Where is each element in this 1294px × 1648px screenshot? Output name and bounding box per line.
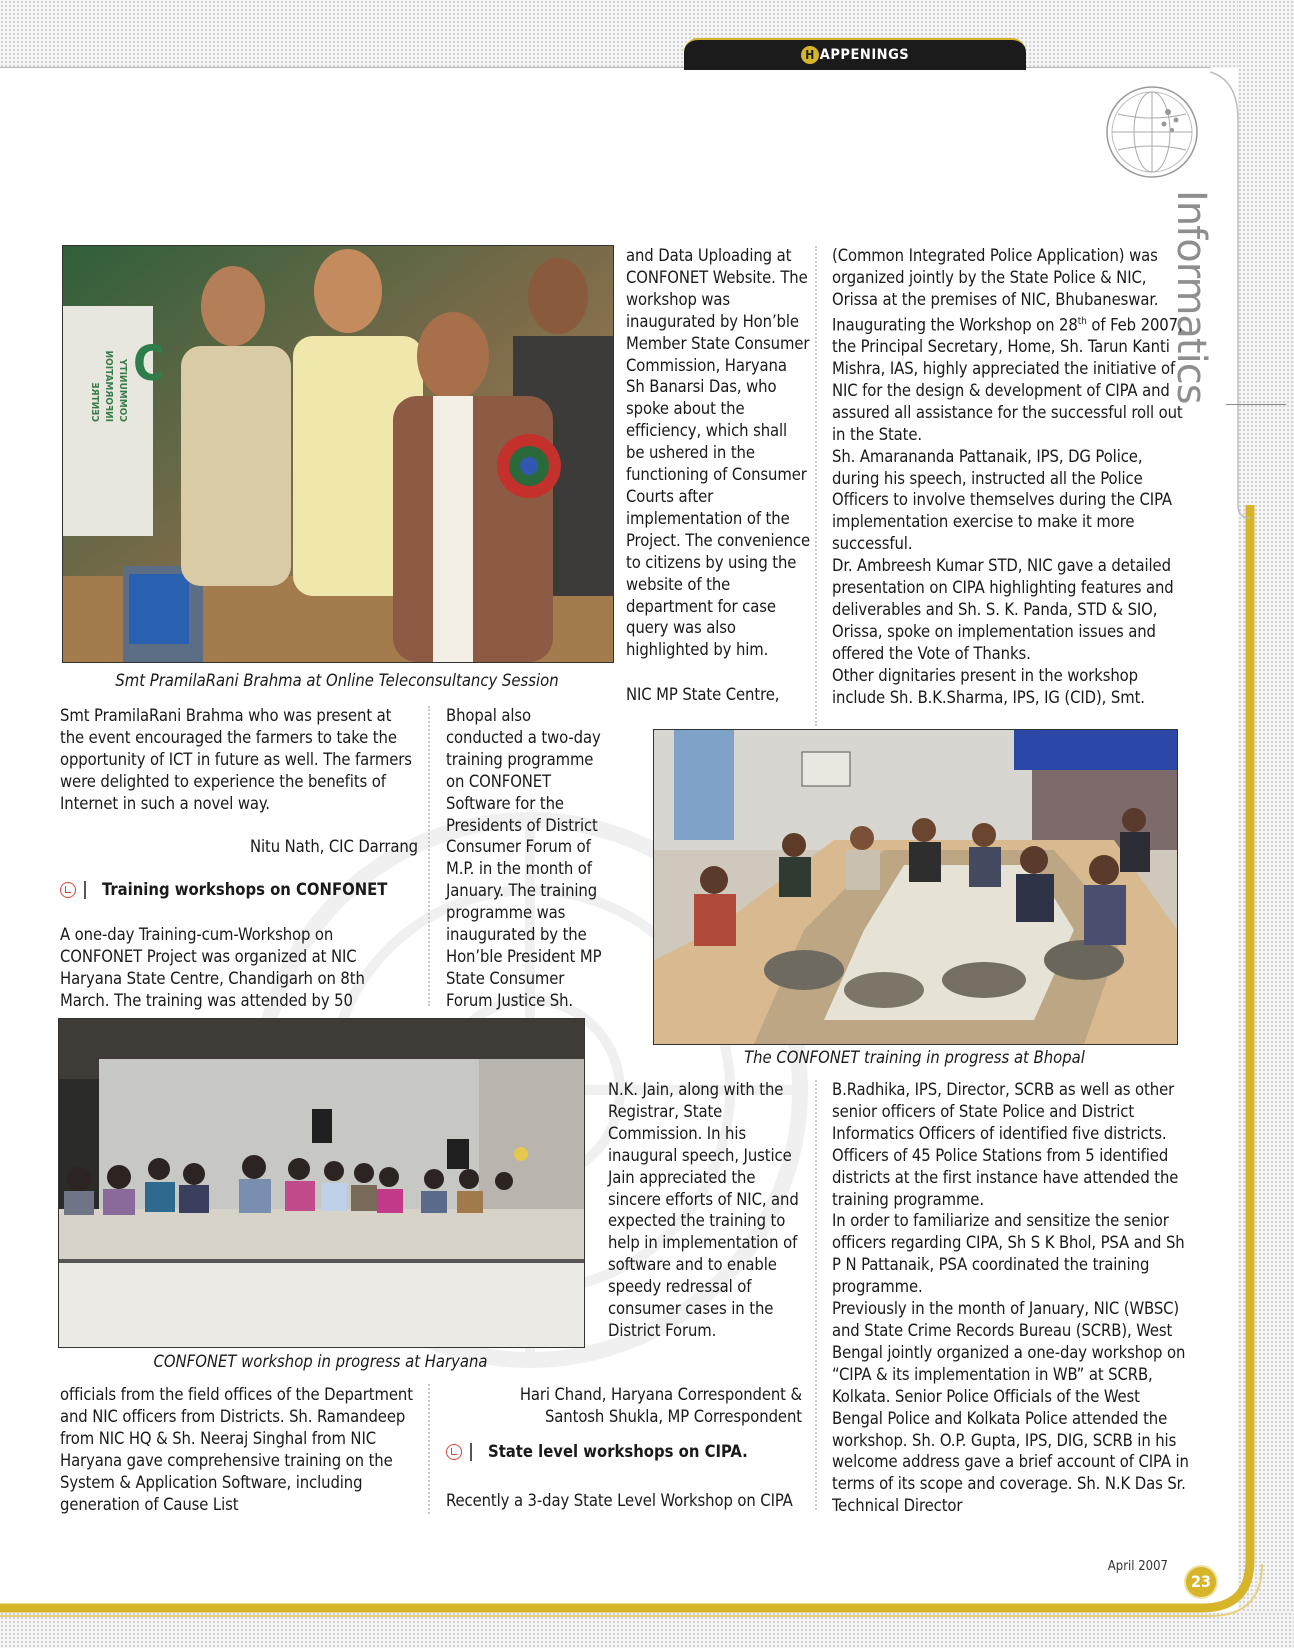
col2-para2: Recently a 3-day State Level Workshop on CIPA — [446, 1491, 793, 1510]
col2-heading — [446, 1442, 806, 1461]
globe-logo-icon — [1094, 82, 1210, 182]
footer-date: April 2007 — [1107, 1559, 1168, 1574]
col1-para1: Smt PramilaRani Brahma who was present at the event encouraged the farmers to take the opportunity of ICT in future as well. The farmers were delighted to experience the benefits of Internet in such a novel way. — [60, 706, 412, 813]
page-number: 23 — [1184, 1565, 1218, 1599]
tab-label: APPENINGS — [819, 47, 910, 63]
photo-haryana-workshop — [58, 1018, 585, 1348]
col1-heading — [60, 880, 420, 899]
section-tab — [684, 38, 1026, 70]
col4-p5: Other dignitaries present in the workshop include Sh. B.K.Sharma, IPS, IG (CID), Smt. — [832, 665, 1145, 707]
heading-pipe-2 — [470, 1443, 472, 1461]
col4-p3: Sh. Amarananda Pattanaik, IPS, DG Police, during his speech, instructed all the Police Officers to involve themselves during the CIPA implementation exercise to make it more successful. — [832, 446, 1172, 554]
banner-text-1: COMMUNITY — [117, 359, 128, 422]
caption-haryana: CONFONET workshop in progress at Haryana — [153, 1352, 488, 1371]
col4-p7: In order to familiarize and sensitize the senior officers regarding CIPA, Sh S K Bhol, PSA and Sh P N Pattanaik, PSA coordinated the training programme. — [832, 1211, 1185, 1297]
sidebar-label: Informatics — [1168, 190, 1214, 404]
divider-col2-lower — [428, 1384, 430, 1514]
banner-text-4: C — [133, 336, 165, 392]
col3-para3: N.K. Jain, along with the Registrar, State Commission. In his inaugural speech, Justice Jain appreciated the sincere efforts of NIC, and expected the training to help in implementation of software and to enable speedy redressal of consumer cases in the District Forum. — [608, 1080, 799, 1340]
heading-bullet-icon-2 — [446, 1444, 462, 1460]
tab-initial: H — [801, 46, 819, 64]
col2-heading-text: State level workshops on CIPA. — [488, 1442, 748, 1461]
divider-col2-upper — [428, 706, 430, 1006]
col4-p1: (Common Integrated Police Application) was organized jointly by the State Police & NIC, Orissa at the premises of NIC, Bhubaneswar. — [832, 246, 1159, 309]
col1-para3: officials from the field offices of the Department and NIC officers from Districts. Sh. Ramandeep from NIC HQ & Sh. Neeraj Singhal from NIC Haryana gave comprehensive training on the System & Application Software, including generation of Cause List — [60, 1385, 413, 1514]
photo-bhopal-training — [653, 729, 1178, 1045]
banner-text-3: CENTRE — [89, 382, 100, 422]
banner-text-2: INFORMATION — [103, 350, 114, 422]
caption-teleconsultancy: Smt PramilaRani Brahma at Online Teleconsultancy Session — [115, 671, 559, 690]
col2-author-2: Santosh Shukla, MP Correspondent — [544, 1407, 802, 1426]
col3-para2: NIC MP State Centre, — [626, 685, 780, 704]
col3-para1: and Data Uploading at CONFONET Website. The workshop was inaugurated by Hon’ble Member State Consumer Commission, Haryana Sh Banarsi Das, who spoke about the efficiency, which shall be ushered in the functioning of Consumer Courts after implementation of the Project. The convenience to citizens by using the website of the department for case query was also highlighted by him. — [626, 246, 811, 660]
col4-p4: Dr. Ambreesh Kumar STD, NIC gave a detailed presentation on CIPA highlighting features and deliverables and Sh. S. K. Panda, STD & SIO, Orissa, spoke on implementation issues and offered the Vote of Thanks. — [832, 556, 1174, 663]
col1-para2: A one-day Training-cum-Workshop on CONFONET Project was organized at NIC Haryana State Centre, Chandigarh on 8th March. The training was attended by 50 — [60, 925, 365, 1010]
sidebar-rule — [1226, 404, 1286, 405]
col4-p6: B.Radhika, IPS, Director, SCRB as well as other senior officers of State Police and District Informatics Officers of identified five districts. Officers of 45 Police Stations from 5 identified districts at the first instance have attended the training programme. — [832, 1080, 1179, 1209]
divider-col34-lower — [815, 1080, 817, 1510]
col4-p8: Previously in the month of January, NIC (WBSC) and State Crime Records Bureau (SCRB), West Bengal jointly organized a one-day workshop on “CIPA & its implementation in WB” at SCRB, Kolkata. Senior Police Officials of the West Bengal Police and Kolkata Police attended the workshop. Sh. O.P. Gupta, IPS, DIG, SCRB in his welcome address gave a brief account of CIPA in terms of its scope and coverage. Sh. N.K Das Sr. Technical Director — [832, 1299, 1189, 1516]
col1-heading-text: Training workshops on CONFONET — [102, 880, 388, 899]
heading-pipe — [84, 881, 86, 899]
col1-author: Nitu Nath, CIC Darrang — [249, 837, 418, 856]
col2-para1: Bhopal also conducted a two-day training programme on CONFONET Software for the Presidents of District Consumer Forum of M.P. in the month of January. The training programme was inaugurated by the Hon’ble President MP State Consumer Forum Justice Sh. — [446, 706, 602, 1010]
photo-teleconsultancy — [62, 245, 614, 663]
heading-bullet-icon — [60, 882, 76, 898]
caption-bhopal: The CONFONET training in progress at Bhopal — [744, 1048, 1085, 1067]
divider-col34-upper — [815, 246, 817, 726]
col4-lower — [832, 1079, 1194, 1517]
col4-upper — [832, 245, 1194, 709]
col2-author-1: Hari Chand, Haryana Correspondent & — [519, 1385, 802, 1404]
col4-p2: Inaugurating the Workshop on 28th of Feb 2007, the Principal Secretary, Home, Sh. Tarun Kanti Mishra, IAS, highly appreciated the initiative of NIC for the design & development of CIPA and assured all assistance for the successful roll out in the State. — [832, 315, 1183, 444]
